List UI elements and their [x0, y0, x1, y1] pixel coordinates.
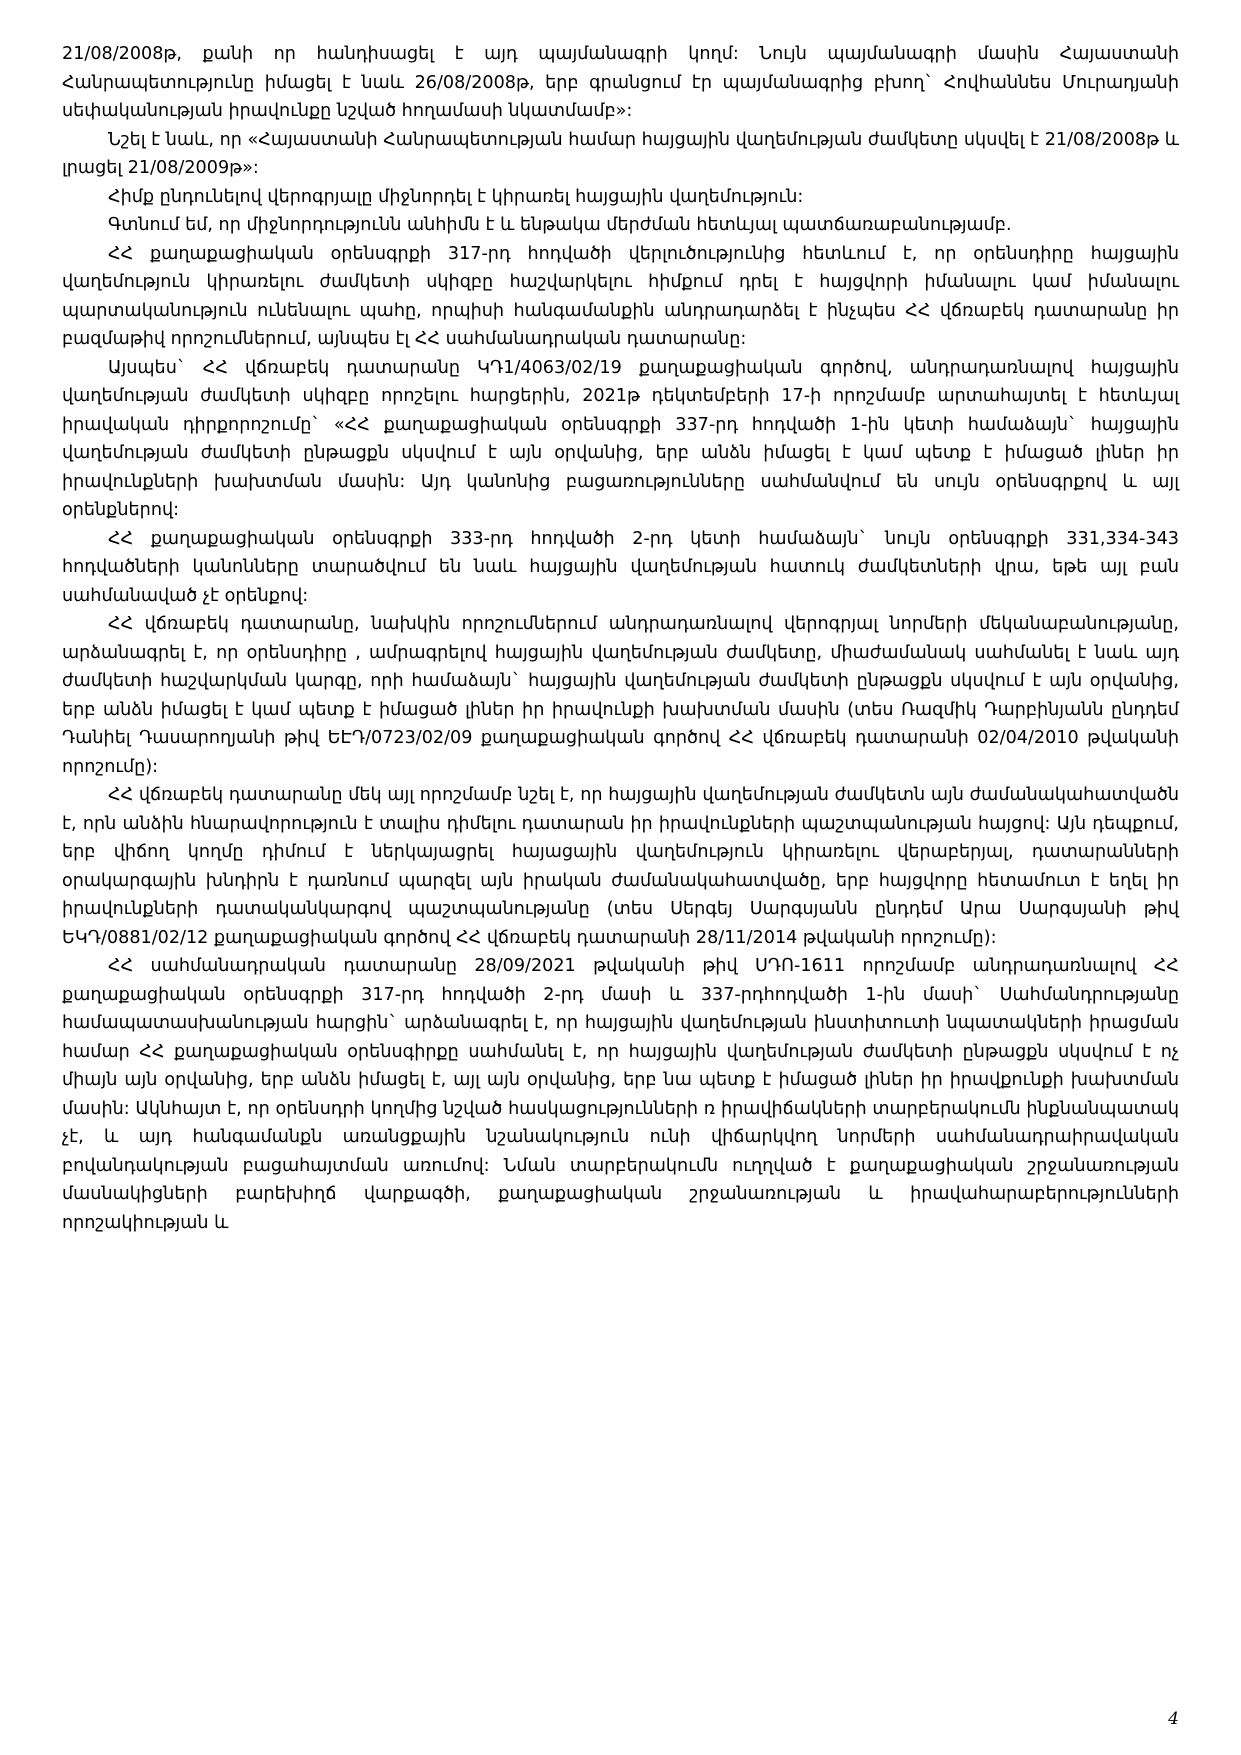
- paragraph: ՀՀ քաղաքացիական օրենսգրքի 333-րդ հոդվածի 2-րդ կետի համաձայն` նույն օրենսգրքի 331,334-343 հոդվածների կանոնները տարածվում են նաև հայցային վաղեմության հատուկ ժամկետների վրա, եթե այլ բան սահմանաված չէ օրենքով:: [62, 528, 1179, 606]
- paragraph: Նշել է նաև, որ «Հայաստանի Հանրապետության համար հայցային վաղեմության ժամկետը սկսվել է 21/08/2008թ և լրացել 21/08/2009թ»:: [62, 129, 1179, 178]
- paragraph: 21/08/2008թ, քանի որ հանդիսացել է այդ պայմանագրի կողմ: Նույն պայմանագրի մասին Հայաստանի Հանրապետությունը իմացել է նաև 26/08/2008թ, երբ գրանցում էր պայմանագրից բխող` Հովհաննես Մուրադյանի սեփականության իրավունքը նշված հողամասի նկատմամբ»:: [62, 44, 1179, 121]
- paragraph: Այսպես` ՀՀ վճռաբեկ դատարանը ԿԴ1/4063/02/19 քաղաքացիական գործով, անդրադառնալով հայցային վաղեմության ժամկետի սկիզբը որոշելու հարցերին, 2021թ դեկտեմբերի 17-ի որոշմամբ արտահայտել է հետևյալ իրավական դիրքորոշումը` «ՀՀ քաղաքացիական օրենսգրքի 337-րդ հոդվածի 1-ին կետի համաձայն` հայցային վաղեմության ժամկետի ընթացքն սկսվում է այն օրվանից, երբ անձն իմացել է կամ պետք է իմացած լիներ իր իրավունքների խախտման մասին: Այդ կանոնից բացառությունները սահմանվում են սույն օրենսգրքով և այլ օրենքներով:: [62, 357, 1179, 520]
- paragraph: Հիմք ընդունելով վերոգրյալը միջնորդել է կիրառել հայցային վաղեմություն:: [108, 186, 804, 207]
- paragraph: ՀՀ սահմանադրական դատարանը 28/09/2021 թվականի թիվ ՍԴՈ-1611 որոշմամբ անդրադառնալով ՀՀ քաղաքացիական օրենսգրքի 317-րդ հոդվածի 2-րդ մասի և 337-րդհոդվածի 1-ին մասի` Սահմանդրությանը համապատասխանության հարցին` արձանագրել է, որ հայցային վաղեմության ինստիտուտի նպատակների իրացման համար ՀՀ քաղաքացիական օրենսգիրքը սահմանել է, որ հայցային վաղեմության ժամկետի ընթացքն սկսվում է ոչ միայն այն օրվանից, երբ անձն իմացել է, այլ այն օրվանից, երբ նա պետք է իմացած լիներ իր իրավքունքի խախտման մասին: Ակնհայտ է, որ օրենսդրի կողմից նշված հասկացությունների ռ իրավիճակների տարբերակումն ինքնանպատակ չէ, և այդ հանգամանքն առանցքային նշանակություն ունի վիճարկվող նորմերի սահմանադրաիրավական բովանդակության բացահայտման առումով: Նման տարբերակումն ուղղված է քաղաքացիական շրջանառության մասնակիցների բարեխիղճ վարքագծի, քաղաքացիական շրջանառության և իրավահարաբերությունների որոշակիության և: [62, 956, 1179, 1233]
- paragraph: ՀՀ վճռաբեկ դատարանը, նախկին որոշումներում անդրադառնալով վերոգրյալ նորմերի մեկանաբանությանը, արձանագրել է, որ օրենսդիրը , ամրագրելով հայցային վաղեմության ժամկետը, միաժամանակ սահմանել է նաև այդ ժամկետի հաշվարկման կարգը, որի համաձայն` հայցային վաղեմության ժամկետի ընթացքն սկսվում է այն օրվանից, երբ անձն իմացել է կամ պետք է իմացած լիներ իր իրավունքի խախտման մասին (տես Ռազմիկ Դարբինյանն ընդդեմ Դանիել Դասարողյանի թիվ ԵԷԴ/0723/02/09 քաղաքացիական գործով ՀՀ վճռաբեկ դատարանի 02/04/2010 թվականի որոշումը):: [62, 614, 1179, 777]
- paragraph: Գտնում եմ, որ միջնորդությունն անհիմն է և ենթակա մերժման հետևյալ պատճառաբանությամբ.: [108, 215, 1012, 235]
- document-body: [62, 40, 1179, 1237]
- paragraph: ՀՀ քաղաքացիական օրենսգրքի 317-րդ հոդվածի վերլուծությունից հետևում է, որ օրենսդիրը հայցային վաղեմություն կիրառելու ժամկետի սկիզբը հաշվարկելու հիմքում դրել է հայցվորի իմանալու կամ իմանալու պարտականություն ունենալու պահը, որպիսի հանգամանքին անդրադարձել է ինչպես ՀՀ վճռաբեկ դատարանը իր բազմաթիվ որոշումներում, այնպես էլ ՀՀ սահմանադրական դատարանը:: [62, 243, 1179, 349]
- page-number: 4: [1168, 1709, 1179, 1729]
- paragraph: ՀՀ վճռաբեկ դատարանը մեկ այլ որոշմամբ նշել է, որ հայցային վաղեմության ժամկետն այն ժամանակահատվածն է, որն անձին հնարավորություն է տալիս դիմելու դատարան իր իրավունքների պաշտպանության հայցով: Այն դեպքում, երբ վիճող կողմը դիմում է ներկայացրել հայացային վաղեմություն կիրառելու վերաբերյալ, դատարանների օրակարգային խնդիրն է դառնում պարզել այն իրական ժամանակահատվածը, երբ հայցվորը հետամուտ է եղել իր իրավունքների դատականկարգով պաշտպանությանը (տես Սերգեյ Սարգսյանն ընդդեմ Արա Սարգսյանի թիվ ԵԿԴ/0881/02/12 քաղաքացիական գործով ՀՀ վճռաբեկ դատարանի 28/11/2014 թվականի որոշումը):: [62, 785, 1179, 948]
